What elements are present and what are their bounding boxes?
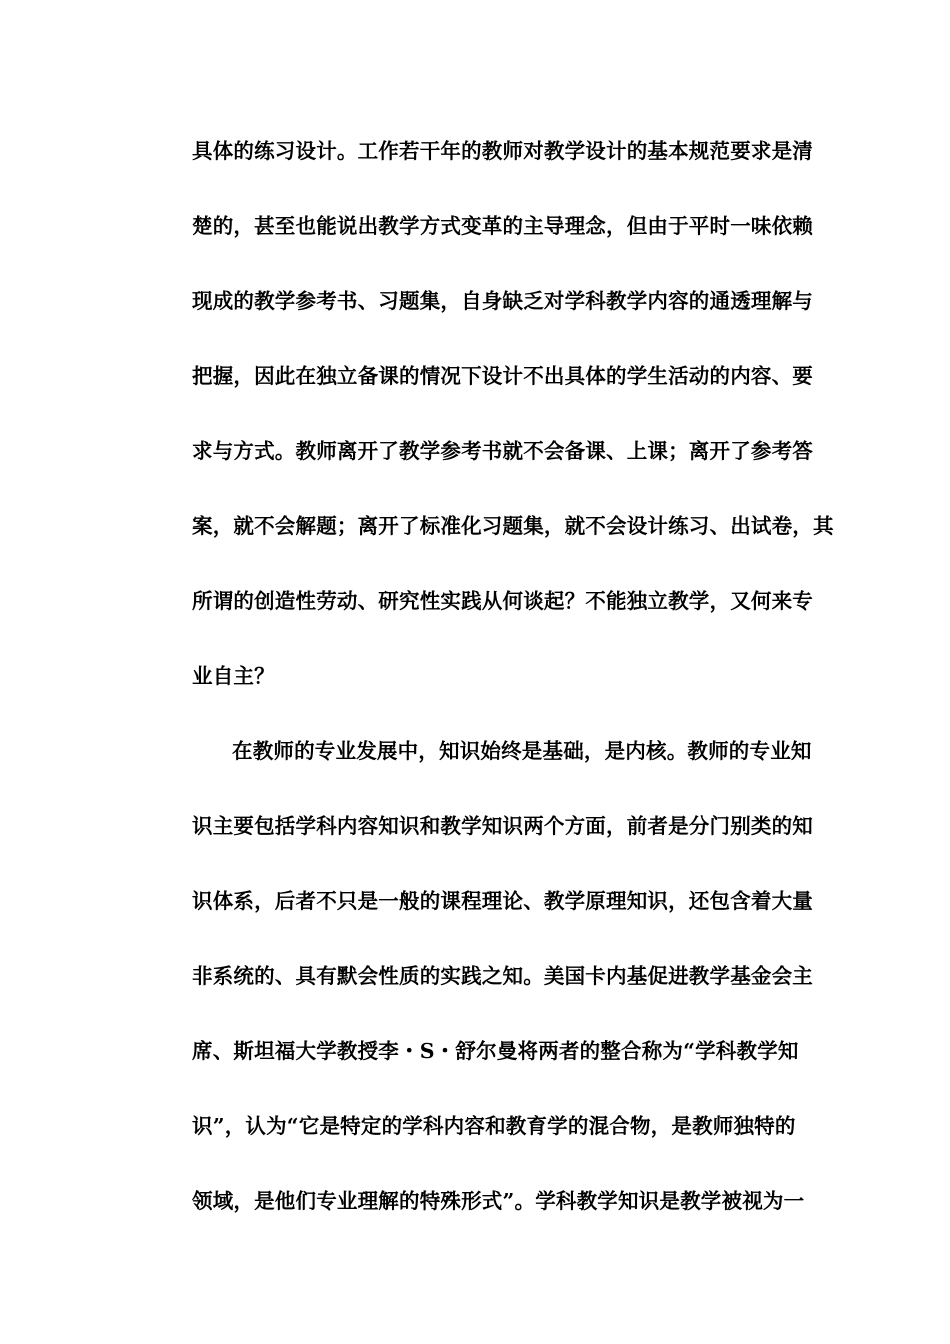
paragraph-line: 案，就不会解题；离开了标准化习题集，就不会设计练习、出试卷，其 [192,514,834,538]
paragraph-line: 领域，是他们专业理解的特殊形式”。学科教学知识是教学被视为一 [192,1189,805,1213]
paragraph-line: 业自主？ [192,664,275,688]
paragraph-line: 现成的教学参考书、习题集，自身缺乏对学科教学内容的通透理解与 [192,289,813,313]
paragraph-first-line: 在教师的专业发展中，知识始终是基础，是内核。教师的专业知 [232,739,812,763]
paragraph-line: 识”，认为“它是特定的学科内容和教育学的混合物，是教师独特的 [192,1114,796,1138]
paragraph-line: 所谓的创造性劳动、研究性实践从何谈起？不能独立教学，又何来专 [192,589,813,613]
paragraph-line: 席、斯坦福大学教授李・S・舒尔曼将两者的整合称为“学科教学知 [192,1039,799,1063]
paragraph-line: 楚的，甚至也能说出教学方式变革的主导理念，但由于平时一味依赖 [192,214,813,238]
paragraph-line: 非系统的、具有默会性质的实践之知。美国卡内基促进教学基金会主 [192,964,813,988]
paragraph-line: 把握，因此在独立备课的情况下设计不出具体的学生活动的内容、要 [192,364,813,388]
paragraph-line: 识主要包括学科内容知识和教学知识两个方面，前者是分门别类的知 [192,814,813,838]
paragraph-line: 识体系，后者不只是一般的课程理论、教学原理知识，还包含着大量 [192,889,813,913]
paragraph-line: 具体的练习设计。工作若干年的教师对教学设计的基本规范要求是清 [192,139,813,163]
paragraph-line: 求与方式。教师离开了教学参考书就不会备课、上课；离开了参考答 [192,439,813,463]
